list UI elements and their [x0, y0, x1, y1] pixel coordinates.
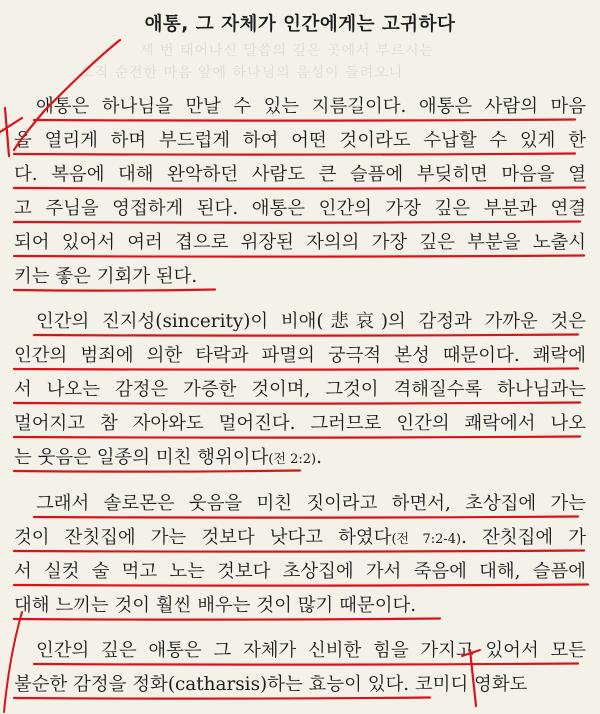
red-underline	[14, 403, 580, 404]
line-text: 애통은 하나님을 만날 수 있는 지름길이다. 애통은 사람의 마음	[36, 96, 586, 117]
line-text: 고 주님을 영접하게 된다. 애통은 인간의 가장 깊은 부분과 연결	[14, 198, 586, 219]
red-underline	[14, 256, 584, 257]
red-underline	[14, 437, 580, 438]
red-underline	[14, 188, 585, 189]
line-text-tail: . 잔칫집에 가	[461, 527, 586, 548]
line-text: 서 나오는 감정은 가증한 것이며, 그것이 격해질수록 하나님과는	[14, 379, 586, 400]
red-underline	[34, 120, 575, 121]
red-underline	[14, 369, 578, 370]
red-bracket-mark	[470, 650, 476, 706]
line-text: 멀어지고 참 자아와도 멀어진다. 그러므로 인간의 쾌락에서 나오	[14, 413, 586, 434]
red-underline	[34, 335, 578, 336]
red-cross-mark-vertical	[5, 108, 9, 156]
line-text: 을 열리게 하며 부드럽게 하여 어떤 것이라도 수납할 수 있게 한	[14, 130, 586, 151]
red-underline	[14, 154, 575, 155]
scripture-reference: (전 7:2-4)	[391, 532, 462, 547]
page-title: 애통, 그 자체가 인간에게는 고귀하다	[144, 14, 456, 35]
red-underline	[14, 290, 215, 291]
line-text: 서 실컷 술 먹고 노는 것보다 초상집에 가서 죽음에 대해, 슬픔에	[14, 561, 586, 582]
red-underline	[14, 585, 588, 586]
red-underline	[14, 222, 580, 223]
red-underline	[14, 551, 584, 552]
line-text: 인간의 범죄에 의한 타락과 파멸의 궁극적 본성 때문이다. 쾌락에	[14, 345, 586, 366]
line-text: 인간의 깊은 애통은 그 자체가 신비한 힘을 가지고 있어서 모든	[36, 640, 586, 661]
line-text: 키는 좋은 기회가 된다.	[14, 266, 198, 287]
bleed-through-text-2: 오직 순전한 마음 앞에 하나님의 음성이 들려오니	[80, 65, 404, 81]
line-text: 대해 느끼는 것이 훨씬 배우는 것이 많기 때문이다.	[14, 595, 417, 616]
red-underline	[14, 471, 300, 472]
scripture-reference: (전 2:2)	[268, 452, 317, 467]
line-text: 그래서 솔로몬은 웃음을 미친 짓이라고 하면서, 초상집에 가는	[36, 493, 586, 514]
line-text: 되어 있어서 여러 겹으로 위장된 자의의 가장 깊은 부분을 노출시	[14, 232, 586, 253]
line-text: 는 웃음은 일종의 미친 행위이다	[14, 447, 269, 468]
bleed-through-text-1: 세 번 태어나신 말씀의 깊은 곳에서 부르시는	[140, 43, 435, 59]
red-underline	[14, 698, 430, 699]
red-underline	[34, 517, 578, 518]
line-text: 불순한 감정을 정화(catharsis)하는 효능이 있다. 코미디 영화도	[14, 674, 528, 695]
line-text-tail: .	[316, 447, 322, 468]
red-underline	[14, 619, 440, 620]
line-text: 인간의 진지성(sincerity)이 비애(悲哀)의 감정과 가까운 것은	[36, 311, 586, 332]
red-cross-mark-horizontal	[0, 118, 22, 132]
line-text: 것이 잔칫집에 가는 것보다 낫다고 하였다	[14, 527, 392, 548]
line-text: 다. 복음에 대해 완악하던 사람도 큰 슬픔에 부딪히면 마음을 열	[14, 164, 586, 185]
red-underline	[34, 664, 578, 665]
red-margin-curve	[14, 40, 120, 150]
